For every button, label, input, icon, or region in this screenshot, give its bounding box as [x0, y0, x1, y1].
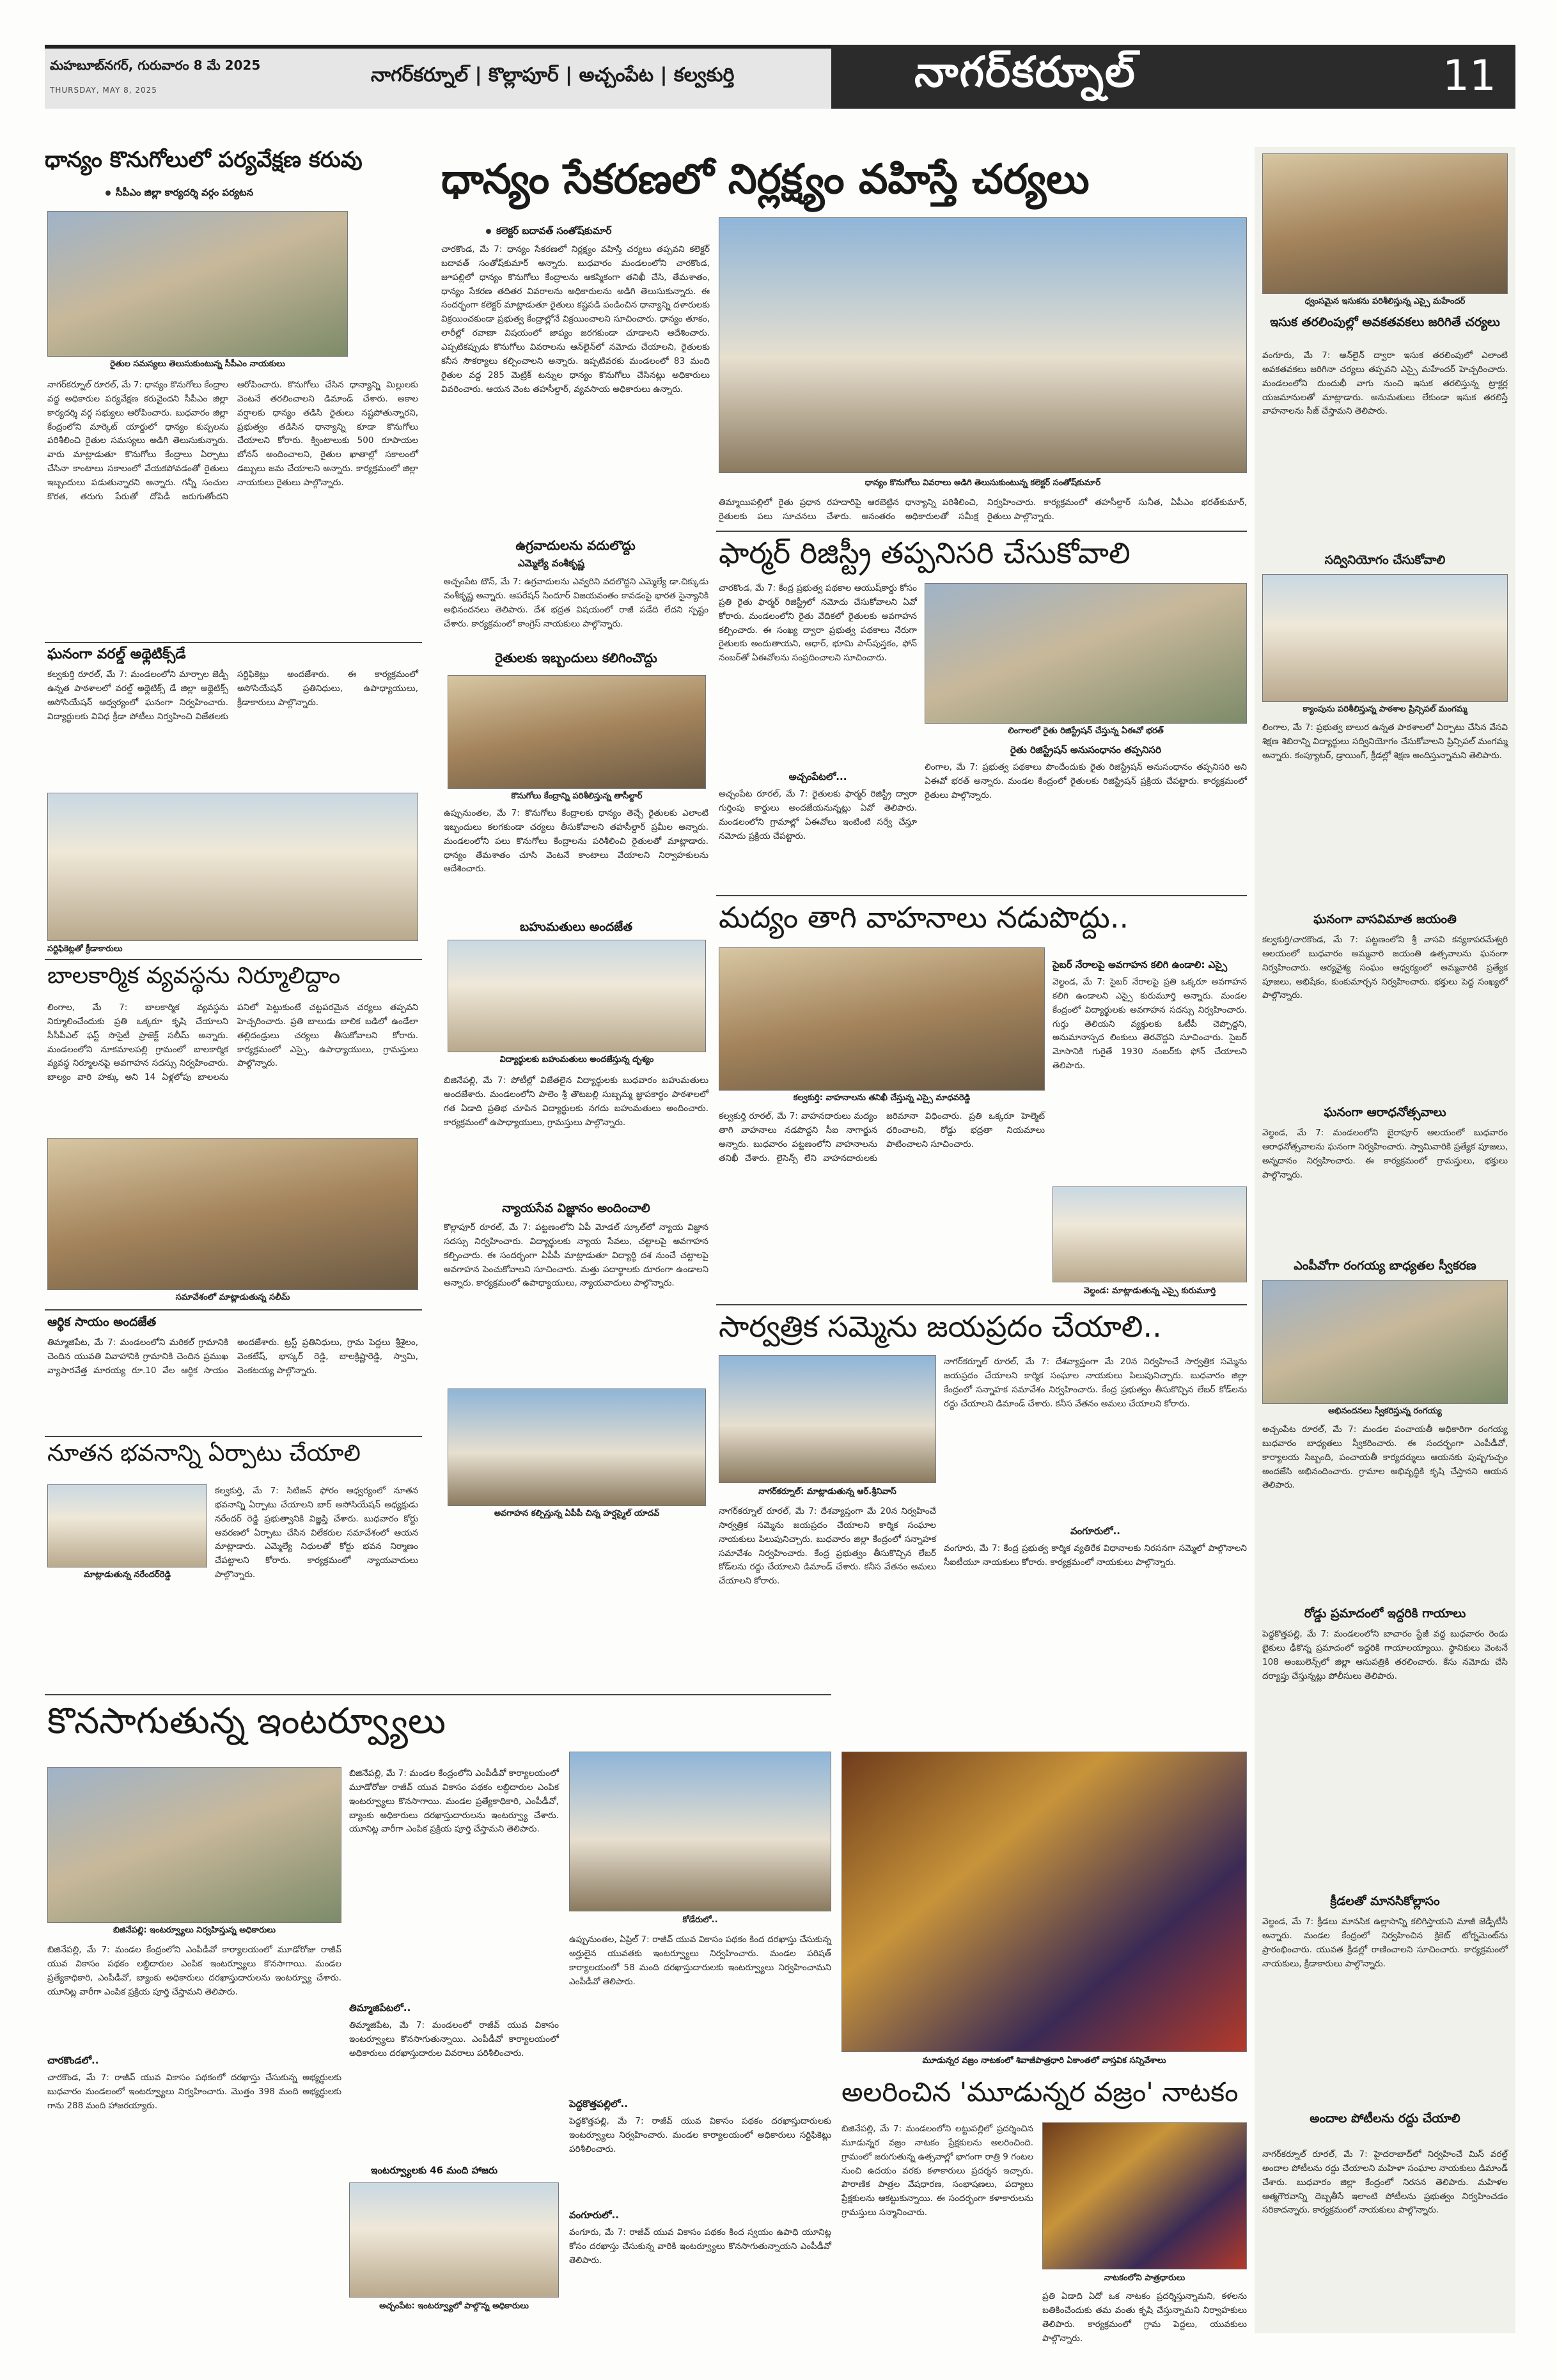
photo-caption: సర్టిఫికెట్లతో క్రీడాకారులు: [47, 944, 123, 954]
article-headline: ఘనంగా ఆరాధనోత్సవాలు: [1324, 1105, 1446, 1119]
article-headline: ఆర్థిక సాయం అందజేత: [47, 1315, 157, 1329]
divider: [716, 1304, 1247, 1305]
divider: [45, 1436, 422, 1437]
article-body: బిజినేపల్లి, మే 7: పోటీల్లో విజేతలైన విద్యార్థులకు బుధవారం బహుమతులు అందజేశారు. మండలంలోని పాలెం శ్రీ తౌటబల్లి సుబ్బమ్మ జ్ఞాపకార్థం పాఠశాలలో గత ఏడాది ప్రతిభ చూపిన విద్యార్థులకు నగదు బహుమతులు అందించారు. కార్యక్రమంలో ఉపాధ్యాయులు, గ్రామస్తులు పాల్గొన్నారు.: [444, 1075, 708, 1128]
article-body: కల్వకుర్తి, మే 7: సిటిజన్ ఫోరం ఆధ్వర్యంలో నూతన భవనాన్ని ఏర్పాటు చేయాలని బార్ అసోసియేషన్ అధ్యక్షుడు నరేందర్ రెడ్డి ప్రభుత్వానికి విజ్ఞప్తి చేశారు. బుధవారం కోర్టు ఆవరణలో ఏర్పాటు చేసిన విలేకరుల సమావేశంలో ఆయన మాట్లాడారు. ఎమ్మెల్యే నిధులతో కోర్టు భవన నిర్మాణం చేపట్టాలని కోరారు. కార్యక్రమంలో న్యాయవాదులు పాల్గొన్నారు.: [215, 1486, 418, 1580]
article-headline: సార్వత్రిక సమ్మెను జయప్రదం చేయాలి..: [719, 1309, 1162, 1344]
article-photo: [448, 675, 706, 789]
photo-caption: నాటకంలోని పాత్రధారులు: [1104, 2273, 1185, 2283]
article-body: చారకొండ, మే 7: రాజీవ్ యువ వికాసం పథకంలో దరఖాస్తు చేసుకున్న అభ్యర్థులకు బుధవారం మండలంలో ఇంటర్వ్యూలు నిర్వహించారు. మొత్తం 398 మంది అభ్యర్థులకు గాను 288 మంది హాజరయ్యారు.: [47, 2073, 341, 2111]
divider: [45, 959, 422, 960]
article-body: లింగాల, మే 7: బాలకార్మిక వ్యవస్థను నిర్మూలించేందుకు ప్రతి ఒక్కరూ కృషి చేయాలని సీసీపీఎల్ ఫస్ట్ సొసైటీ ప్రాజెక్ట్ సలీమ్ అన్నారు. మండలంలోని నూకమాలపల్లి గ్రామంలో బాలకార్మిక వ్యవస్థ నిర్మూలనపై అవగాహన సదస్సు నిర్వహించారు. బాల్యం వారి హక్కు అని 14 ఏళ్లలోపు బాలలను పనిలో పెట్టుకుంటే చట్టపరమైన చర్యలు తప్పవని హెచ్చరించారు. ప్రతి బాలుడు బాలిక బడిలో ఉండేలా తల్లిదండ్రులు చర్యలు తీసుకోవాలని కోరారు. కార్యక్రమంలో ఎస్సై, ఉపాధ్యాయులు, గ్రామస్తులు పాల్గొన్నారు.: [47, 1002, 418, 1083]
masthead-left: [45, 45, 831, 109]
bullet-icon: [106, 191, 111, 196]
article-headline: ఇసుక తరలింపుల్లో అవకతవకలు జరిగితే చర్యలు: [1270, 315, 1500, 329]
article-photo: [448, 1388, 706, 1506]
photo-caption: కోడేరులో..: [682, 1915, 718, 1925]
article-headline: ఘనంగా వాసవిమాత జయంతి: [1313, 912, 1457, 926]
article-body: వెల్దండ, మే 7: సైబర్ నేరాలపై ప్రతి ఒక్కరూ అవగాహన కలిగి ఉండాలని ఎస్సై కురుమూర్తి అన్నారు. మండల కేంద్రంలో విద్యార్థులకు అవగాహన సదస్సు నిర్వహించారు. గుర్తు తెలియని వ్యక్తులకు ఓటీపీ చెప్పొద్దని, అనుమానాస్పద లింకులు తెరవొద్దని సూచించారు. సైబర్ మోసానికి గురైతే 1930 నంబర్‌కు ఫోన్ చేయాలని తెలిపారు.: [1052, 977, 1247, 1071]
article-subheadline: వంగూరులో..: [569, 2209, 619, 2221]
article-body: నాగర్‌కర్నూల్ రూరల్, మే 7: దేశవ్యాప్తంగా మే 20న నిర్వహించే సార్వత్రిక సమ్మెను జయప్రదం చేయాలని కార్మిక సంఘాల నాయకులు పిలుపునిచ్చారు. బుధవారం జిల్లా కేంద్రంలో సన్నాహక సమావేశం నిర్వహించారు. కేంద్ర ప్రభుత్వం తీసుకొచ్చిన లేబర్ కోడ్‌లను రద్దు చేయాలని డిమాండ్ చేశారు. కనీస వేతనం అమలు చేయాలని కోరారు.: [944, 1357, 1247, 1409]
article-photo: [448, 940, 706, 1052]
article-body: లింగాల, మే 7: ప్రభుత్వ పథకాలు పొందేందుకు రైతు రిజిస్ట్రేషన్ అనుసంధానం తప్పనిసరి అని ఏఈవో భరత్ అన్నారు. మండల కేంద్రంలో రైతులకు రిజిస్ట్రేషన్ ప్రక్రియ చేపట్టారు. కార్యక్రమంలో రైతులు పాల్గొన్నారు.: [925, 762, 1247, 800]
photo-caption: సమావేశంలో మాట్లాడుతున్న సలీమ్: [175, 1293, 290, 1302]
district-title: నాగర్‌కర్నూల్: [914, 47, 1136, 97]
edition-towns: నాగర్‌కర్నూల్ | కొల్లాపూర్ | అచ్చంపేట | కల్వకుర్తి: [371, 64, 735, 86]
article-headline: ఫార్మర్ రిజిస్ట్రీ తప్పనిసరి చేసుకోవాలి: [719, 536, 1131, 570]
article-headline: బాలకార్మిక వ్యవస్థను నిర్మూలిద్దాం: [47, 963, 341, 989]
article-body: వెల్దండ, మే 7: మండలంలోని బైరాపూర్ ఆలయంలో బుధవారం ఆరాధనోత్సవాలను ఘనంగా నిర్వహించారు. స్వామివారికి ప్రత్యేక పూజలు, అన్నదానం నిర్వహించారు. ఈ కార్యక్రమంలో గ్రామస్తులు, భక్తులు పాల్గొన్నారు.: [1262, 1128, 1508, 1180]
photo-caption: అభినందనలు స్వీకరిస్తున్న రంగయ్య: [1328, 1406, 1442, 1416]
photo-caption: విద్యార్థులకు బహుమతులు అందజేస్తున్న దృశ్యం: [499, 1055, 654, 1064]
article-photo: [47, 1767, 341, 1923]
divider: [45, 642, 422, 643]
article-body: తిమ్మాజిపేట, మే 7: మండలంలోని మరికల్ గ్రామానికి చెందిన యువతి వివాహానికి గ్రామానికి చెందిన ప్రముఖ వ్యాపారవేత్త మారయ్య రూ.10 వేల ఆర్థిక సాయం అందజేశారు. ట్రస్ట్ ప్రతినిధులు, గ్రామ పెద్దలు శ్రీశైలం, వెంకటేష్, భాస్కర్ రెడ్డి, బాలక్రిష్ణారెడ్డి, స్వామి, వెంకటయ్య పాల్గొన్నారు.: [47, 1337, 418, 1376]
article-photo: [1052, 1186, 1247, 1282]
article-subheadline: సైబర్ నేరాలపై అవగాహన కలిగి ఉండాలి: ఎస్సై: [1052, 959, 1228, 970]
photo-caption: రైతుల సమస్యలు తెలుసుకుంటున్న సీపీఎం నాయకులు: [110, 359, 285, 369]
article-photo: [47, 211, 348, 357]
article-photo: [569, 1752, 831, 1911]
article-headline: కొనసాగుతున్న ఇంటర్వ్యూలు: [47, 1700, 446, 1742]
article-body: పెద్దకొత్తపల్లి, మే 7: మండలంలోని బాచారం స్టేజీ వద్ద బుధవారం రెండు బైకులు ఢీకొన్న ప్రమాదంలో ఇద్దరికి గాయాలయ్యాయి. స్థానికులు వెంటనే 108 అంబులెన్స్‌లో జిల్లా ఆసుపత్రికి తరలించారు. కేసు నమోదు చేసి దర్యాప్తు చేస్తున్నట్లు పోలీసులు తెలిపారు.: [1262, 1629, 1508, 1681]
subheadline-text: సీపీఎం జిల్లా కార్యదర్శి వర్గం పర్యటన: [116, 187, 253, 198]
article-headline: ఘనంగా వరల్డ్ అథ్లెటిక్స్‌డే: [47, 646, 186, 662]
article-body: వంగూరు, మే 7: ఆన్‌లైన్ ద్వారా ఇసుక తరలింపులో ఎలాంటి అవకతవకలు జరిగినా చర్యలు తప్పవని ఎస్సై మహేందర్ హెచ్చరించారు. మండలంలోని దుందుభీ వాగు నుంచి ఇసుక తరలిస్తున్న ట్రాక్టర్ల యజమానులతో మాట్లాడారు. అనుమతులు లేకుండా ఇసుక తరలిస్తే వాహనాలను సీజ్ చేస్తామని తెలిపారు.: [1262, 350, 1508, 417]
article-headline: రోడ్డు ప్రమాదంలో ఇద్దరికి గాయాలు: [1304, 1606, 1466, 1621]
article-subheadline: ఇంటర్వ్యూలకు 46 మంది హాజరు: [371, 2165, 498, 2176]
article-body: కొల్లాపూర్ రూరల్, మే 7: పట్టణంలోని ఏపీ మోడల్ స్కూల్‌లో న్యాయ విజ్ఞాన సదస్సు నిర్వహించారు. విద్యార్థులకు న్యాయ సేవలు, చట్టాలపై అవగాహన కల్పించారు. ఈ సందర్భంగా ఏపీపీ మాట్లాడుతూ విద్యార్థి దశ నుంచే చట్టాలపై అవగాహన పెంచుకోవాలని సూచించారు. మత్తు పదార్థాలకు దూరంగా ఉండాలని అన్నారు. కార్యక్రమంలో ఉపాధ్యాయులు, న్యాయవాదులు పాల్గొన్నారు.: [444, 1222, 708, 1289]
photo-caption: అవగాహన కల్పిస్తున్న ఏపీపీ చిన్న హర్షస్మైల్ యాదవ్: [494, 1509, 660, 1518]
article-body: నాగర్‌కర్నూల్ రూరల్, మే 7: ధాన్యం కొనుగోలు కేంద్రాల వద్ద అధికారుల పర్యవేక్షణ కరువైందని సీపీఎం జిల్లా కార్యదర్శి వర్గ సభ్యులు ఆరోపించారు. బుధవారం జిల్లా కేంద్రంలోని మార్కెట్ యార్డులో ధాన్యం కుప్పలను పరిశీలించి రైతుల సమస్యలు అడిగి తెలుసుకున్నారు. వారు మాట్లాడుతూ కొనుగోలు కేంద్రాలు ఏర్పాటు చేసినా కాంటాలు సకాలంలో వేయకపోవడంతో రైతులు ఇబ్బందులు పడుతున్నారని అన్నారు. గన్నీ సంచుల కొరత, తరుగు పేరుతో దోపిడీ జరుగుతోందని ఆరోపించారు. కొనుగోలు చేసిన ధాన్యాన్ని మిల్లులకు వెంటనే తరలించాలని డిమాండ్ చేశారు. అకాల వర్షాలకు ధాన్యం తడిసి రైతులు నష్టపోతున్నారని, ప్రభుత్వం తడిసిన ధాన్యాన్ని కూడా కొనుగోలు చేయాలని కోరారు. క్వింటాలుకు 500 రూపాయల బోనస్ అందించాలని, రైతుల ఖాతాల్లో సకాలంలో డబ్బులు జమ చేయాలని అన్నారు. కార్యక్రమంలో జిల్లా నాయకులు రైతులు పాల్గొన్నారు.: [47, 380, 418, 502]
article-headline: నూతన భవనాన్ని ఏర్పాటు చేయాలి: [47, 1440, 361, 1466]
article-photo: [47, 793, 418, 941]
article-body: బిజినేపల్లి, మే 7: మండల కేంద్రంలోని ఎంపీడీవో కార్యాలయంలో మూడోరోజు రాజీవ్ యువ వికాసం పథకం లబ్ధిదారుల ఎంపిక ఇంటర్వ్యూలు కొనసాగాయి. మండల ప్రత్యేకాధికారి, ఎంపీడీవో, బ్యాంకు అధికారులు దరఖాస్తుదారులను ఇంటర్వ్యూ చేశారు. యూనిట్ల వారీగా ఎంపిక ప్రక్రియ పూర్తి చేస్తామని తెలిపారు.: [349, 1768, 559, 1835]
page-number: 11: [1443, 51, 1496, 100]
article-body: చారకొండ, మే 7: ధాన్యం సేకరణలో నిర్లక్ష్యం వహిస్తే చర్యలు తప్పవని కలెక్టర్ బదావత్ సంతోష్‌కుమార్ అన్నారు. బుధవారం మండలంలోని చారకొండ, జూపల్లిలో ధాన్యం కొనుగోలు కేంద్రాలను ఆకస్మికంగా తనిఖీ చేసి, తేమశాతం, ధాన్యం సేకరణ తదితర వివరాలను అధికారులను అడిగి తెలుసుకున్నారు. ఈ సందర్భంగా కలెక్టర్ మాట్లాడుతూ రైతులు కష్టపడి పండించిన ధాన్యాన్ని దళారులకు విక్రయించకుండా ప్రభుత్వ కేంద్రాల్లోనే విక్రయించాలని సూచించారు. ధాన్యం తూకం, లారీల్లో రవాణా విషయంలో జాప్యం జరగకుండా చూడాలని ఆదేశించారు. ఎప్పటికప్పుడు కొనుగోలు వివరాలను ఆన్‌లైన్‌లో నమోదు చేయాలని, రైతులకు కనీస సౌకర్యాలు కల్పించాలని అన్నారు. ఇప్పటివరకు మండలంలో 83 మంది రైతుల వద్ద 285 మెట్రిక్ టన్నుల ధాన్యం కొనుగోలు చేసినట్లు అధికారులు వివరించారు. ఆయన వెంట తహసీల్దార్, వ్యవసాయ అధికారులు ఉన్నారు.: [441, 244, 710, 394]
article-photo: [1042, 2122, 1247, 2269]
photo-caption: ధాన్యం కొనుగోలు వివరాలు అడిగి తెలుసుకుంటున్న కలెక్టర్ సంతోష్‌కుమార్: [865, 478, 1101, 488]
article-photo: [719, 217, 1247, 473]
article-headline: క్రీడలతో మానసికోల్లాసం: [1330, 1894, 1440, 1908]
article-body: లింగాల, మే 7: ప్రభుత్వ బాలుర ఉన్నత పాఠశాలలో ఏర్పాటు చేసిన వేసవి శిక్షణ శిబిరాన్ని విద్యార్థులు సద్వినియోగం చేసుకోవాలని ప్రిన్సిపల్ మంగమ్మ అన్నారు. కంప్యూటర్, డ్రాయింగ్, క్రీడల్లో శిక్షణ అందిస్తున్నామని తెలిపారు.: [1262, 722, 1508, 761]
article-body: వెల్దండ, మే 7: క్రీడలు మానసిక ఉల్లాసాన్ని కలిగిస్తాయని మాజీ జెడ్పీటీసీ అన్నారు. మండల కేంద్రంలో నిర్వహించిన క్రికెట్ టోర్నమెంట్‌ను ప్రారంభించారు. యువత క్రీడల్లో రాణించాలని సూచించారు. కార్యక్రమంలో నాయకులు, క్రీడాకారులు పాల్గొన్నారు.: [1262, 1917, 1508, 1969]
article-subheadline: రైతు రిజిస్ట్రేషన్ అనుసంధానం తప్పనిసరి: [1010, 744, 1161, 756]
article-headline: ధాన్యం సేకరణలో నిర్లక్ష్యం వహిస్తే చర్యలు: [441, 156, 1090, 203]
article-body: పెద్దకొత్తపల్లి, మే 7: రాజీవ్ యువ వికాసం పథకం దరఖాస్తుదారులకు ఇంటర్వ్యూలు నిర్వహించారు. మండల కార్యాలయంలో అధికారులు సర్టిఫికెట్లు పరిశీలించారు.: [569, 2116, 831, 2154]
article-body: వంగూరు, మే 7: కేంద్ర ప్రభుత్వ కార్మిక వ్యతిరేక విధానాలకు నిరసనగా సమ్మెలో పాల్గొనాలని సీఐటీయూ నాయకులు కోరారు. కార్యక్రమంలో నాయకులు పాల్గొన్నారు.: [944, 1543, 1247, 1567]
masthead: [45, 45, 1515, 109]
article-headline: న్యాయసేవ విజ్ఞానం అందించాలి: [502, 1201, 650, 1215]
article-photo: [719, 1355, 936, 1483]
article-body: బిజినేపల్లి, మే 7: మండలంలోని లట్టుపల్లిలో ప్రదర్శించిన మూడున్నర వజ్రం నాటకం ప్రేక్షకులను అలరించింది. గ్రామంలో జరుగుతున్న ఉత్సవాల్లో భాగంగా రాత్రి 9 గంటల నుంచి ఉదయం వరకు కళాకారులు ప్రదర్శన ఇచ్చారు. పౌరాణిక పాత్రల వేషధారణ, సంభాషణలు, పద్యాలు ప్రేక్షకులను ఆకట్టుకున్నాయి. ఈ సందర్భంగా కళాకారులను గ్రామస్తులు సన్మానించారు.: [841, 2124, 1033, 2218]
edition-date-english: THURSDAY, MAY 8, 2025: [50, 86, 157, 95]
article-headline: ఉగ్రవాదులను వదులొద్దు: [515, 538, 636, 553]
article-headline: ధాన్యం కొనుగోలులో పర్యవేక్షణ కరువు: [45, 147, 363, 173]
edition-date: మహబూబ్‌నగర్, గురువారం 8 మే 2025: [50, 58, 261, 73]
article-headline: సద్వినియోగం చేసుకోవాలి: [1324, 553, 1446, 567]
bullet-icon: [486, 229, 491, 234]
article-photo: [925, 583, 1247, 724]
photo-caption: కల్వకుర్తి: వాహనాలను తనిఖీ చేస్తున్న ఎస్సై మాధవరెడ్డి: [793, 1093, 971, 1103]
article-photo: [349, 2182, 559, 2298]
photo-caption: లింగాలలో రైతు రిజిస్ట్రేషన్ చేస్తున్న ఏఈవో భరత్: [1008, 726, 1164, 736]
article-subheadline: [106, 187, 412, 201]
masthead-right: [831, 45, 1515, 109]
photo-caption: కొనుగోలు కేంద్రాన్ని పరిశీలిస్తున్న తాసీల్దార్: [511, 791, 643, 801]
divider: [45, 1694, 831, 1695]
article-subheadline: ఎమ్మెల్యే వంశీకృష్ణ: [518, 557, 584, 569]
article-body: కల్వకుర్తి/చారకొండ, మే 7: పట్టణంలోని శ్రీ వాసవి కన్యకాపరమేశ్వరి ఆలయంలో బుధవారం అమ్మవారి జయంతి ఉత్సవాలను ఘనంగా నిర్వహించారు. ఆర్యవైశ్య సంఘం ఆధ్వర్యంలో అమ్మవారికి ప్రత్యేక పూజలు, అభిషేకం, కుంకుమార్చన నిర్వహించారు. భక్తులు పెద్ద సంఖ్యలో పాల్గొన్నారు.: [1262, 935, 1508, 1001]
article-subheadline: వంగూరులో..: [1070, 1525, 1120, 1537]
article-photo: [47, 1138, 418, 1290]
article-subheadline: తిమ్మాజిపేటలో..: [349, 2002, 411, 2014]
article-subheadline: అచ్చంపేటలో...: [788, 771, 847, 782]
article-body: నాగర్‌కర్నూల్ రూరల్, మే 7: దేశవ్యాప్తంగా మే 20న నిర్వహించే సార్వత్రిక సమ్మెను జయప్రదం చేయాలని కార్మిక సంఘాల నాయకులు పిలుపునిచ్చారు. బుధవారం జిల్లా కేంద్రంలో సన్నాహక సమావేశం నిర్వహించారు. కేంద్ర ప్రభుత్వం తీసుకొచ్చిన లేబర్ కోడ్‌లను రద్దు చేయాలని డిమాండ్ చేశారు. కనీస వేతనం అమలు చేయాలని కోరారు.: [719, 1506, 936, 1587]
photo-caption: క్యాంపును పరిశీలిస్తున్న పాఠశాల ప్రిన్సిపల్ మంగమ్మ: [1303, 704, 1467, 714]
article-body: కల్వకుర్తి రూరల్, మే 7: వాహనదారులు మద్యం తాగి వాహనాలు నడపొద్దని సీఐ నాగార్జున అన్నారు. బుధవారం పట్టణంలోని వాహనాలను తనిఖీ చేశారు. లైసెన్స్ లేని వాహనదారులకు జరిమానా విధించారు. ప్రతి ఒక్కరూ హెల్మెట్ ధరించాలని, రోడ్డు భద్రతా నియమాలు పాటించాలని సూచించారు.: [719, 1111, 1045, 1163]
article-body: ఉప్పునుంతల, ఏప్రిల్ 7: రాజీవ్ యువ వికాసం పథకం కింద దరఖాస్తు చేసుకున్న అర్హులైన యువతకు ఇంటర్వ్యూలు నిర్వహించారు. మండల పరిషత్ కార్యాలయంలో 58 మంది దరఖాస్తుదారులకు ఇంటర్వ్యూలు నిర్వహించామని ఎంపీడీవో తెలిపారు.: [569, 1934, 831, 1987]
article-photo: [841, 1752, 1247, 2052]
article-headline: బహుమతులు అందజేత: [520, 920, 632, 934]
article-body: నాగర్‌కర్నూల్ రూరల్, మే 7: హైదరాబాద్‌లో నిర్వహించే మిస్ వరల్డ్ అందాల పోటీలను రద్దు చేయాలని మహిళా సంఘాల నాయకులు డిమాండ్ చేశారు. బుధవారం జిల్లా కేంద్రంలో నిరసన తెలిపారు. మహిళల ఆత్మగౌరవాన్ని దెబ్బతీసే ఇలాంటి పోటీలను ప్రభుత్వం నిర్వహించడం సరికాదన్నారు. కార్యక్రమంలో నాయకులు పాల్గొన్నారు.: [1262, 2149, 1508, 2216]
photo-caption: ధ్వంసమైన ఇసుకను పరిశీలిస్తున్న ఎస్సై మహేందర్: [1304, 297, 1466, 306]
subheadline-text: కలెక్టర్ బదావత్ సంతోష్‌కుమార్: [496, 225, 612, 237]
article-body: అచ్చంపేట రూరల్, మే 7: రైతులకు ఫార్మర్ రిజిస్ట్రీ ద్వారా గుర్తింపు కార్డులు అందజేయనున్నట్లు ఏవో తెలిపారు. మండలంలోని గ్రామాల్లో ఏఈవోలు ఇంటింటి సర్వే చేస్తూ నమోదు ప్రక్రియ చేపట్టారు.: [719, 789, 917, 841]
article-subheadline: పెద్దకొత్తపల్లిలో..: [569, 2098, 628, 2110]
article-photo: [719, 947, 1045, 1091]
photo-caption: మూడున్నర వజ్రం నాటకంలో శివాజీపాత్రధారి ఏకాంతలో వాస్తవిక సన్నివేశాలు: [922, 2056, 1166, 2065]
article-body: వంగూరు, మే 7: రాజీవ్ యువ వికాసం పథకం కింద స్వయం ఉపాధి యూనిట్ల కోసం దరఖాస్తు చేసుకున్న వారికి ఇంటర్వ్యూలు కొనసాగుతున్నాయని ఎంపీడీవో తెలిపారు.: [569, 2227, 831, 2266]
article-body: ఉప్పునుంతల, మే 7: కొనుగోలు కేంద్రాలకు ధాన్యం తెచ్చే రైతులకు ఎలాంటి ఇబ్బందులు కలగకుండా చర్యలు తీసుకోవాలని తహసీల్దార్ ప్రమీల అన్నారు. మండలంలోని పలు కొనుగోలు కేంద్రాలను పరిశీలించి రైతులతో మాట్లాడారు. ధాన్యం తేమశాతం చూసి వెంటనే కాంటాలు వేయాలని నిర్వాహకులను ఆదేశించారు.: [444, 808, 708, 875]
photo-caption: అచ్చంపేట: ఇంటర్వ్యూలో పాల్గొన్న అధికారులు: [379, 2301, 529, 2311]
article-headline: ఎంపీవోగా రంగయ్య బాధ్యతల స్వీకరణ: [1294, 1259, 1476, 1273]
article-photo: [1262, 1280, 1508, 1404]
article-photo: [47, 1484, 207, 1567]
article-body: చారకొండ, మే 7: కేంద్ర ప్రభుత్వ పథకాల ఆయుష్‌కార్డు కోసం ప్రతి రైతు ఫార్మర్ రిజిస్ట్రీలో నమోదు చేసుకోవాలని ఏవో కోరారు. మండలంలోని రైతు వేదికలో రైతులకు అవగాహన కల్పించారు. ఈ సంఖ్య ద్వారా ప్రభుత్వ పథకాలు నేరుగా రైతులకు అందుతాయని, ఆధార్, భూమి పాస్‌పుస్తకం, ఫోన్ నంబర్‌తో ఏఈవోలను సంప్రదించాలని సూచించారు.: [719, 583, 917, 664]
divider: [45, 1309, 422, 1311]
photo-caption: బిజినేపల్లి: ఇంటర్వ్యూలు నిర్వహిస్తున్న అధికారులు: [113, 1925, 276, 1935]
article-body: బిజినేపల్లి, మే 7: మండల కేంద్రంలోని ఎంపీడీవో కార్యాలయంలో మూడోరోజు రాజీవ్ యువ వికాసం పథకం లబ్ధిదారుల ఎంపిక ఇంటర్వ్యూలు కొనసాగాయి. మండల ప్రత్యేకాధికారి, ఎంపీడీవో, బ్యాంకు అధికారులు దరఖాస్తుదారులను ఇంటర్వ్యూ చేశారు. యూనిట్ల వారీగా ఎంపిక ప్రక్రియ పూర్తి చేస్తామని తెలిపారు.: [47, 1945, 341, 1997]
article-headline: అలరించిన 'మూడున్నర వజ్రం' నాటకం: [841, 2076, 1239, 2108]
article-subheadline: [486, 225, 716, 239]
article-headline: అందాల పోటీలను రద్దు చేయాలి: [1310, 2112, 1460, 2126]
article-body: అచ్చంపేట టౌన్, మే 7: ఉగ్రవాదులను ఎవ్వరిని వదలొద్దని ఎమ్మెల్యే డా.చిక్కుడు వంశీకృష్ణ అన్నారు. ఆపరేషన్ సిందూర్ విజయవంతం కావడంపై భారత సైన్యానికి అభినందనలు తెలిపారు. దేశ భద్రత విషయంలో రాజీ పడేది లేదని స్పష్టం చేశారు. కార్యక్రమంలో కాంగ్రెస్ నాయకులు పాల్గొన్నారు.: [444, 577, 708, 629]
article-photo: [1262, 153, 1508, 294]
article-body: తిమ్మాజిపేట, మే 7: మండలంలో రాజీవ్ యువ వికాసం ఇంటర్వ్యూలు కొనసాగుతున్నాయి. ఎంపీడీవో కార్యాలయంలో అధికారులు దరఖాస్తుదారుల వివరాలు పరిశీలించారు.: [349, 2020, 559, 2058]
article-body: ప్రతి ఏడాది ఏదో ఒక నాటకం ప్రదర్శిస్తున్నామని, కళలను బతికించేందుకు తమ వంతు కృషి చేస్తున్నామని నిర్వాహకులు తెలిపారు. కార్యక్రమంలో గ్రామ పెద్దలు, యువకులు పాల్గొన్నారు.: [1042, 2291, 1247, 2344]
photo-caption: వెల్దండ: మాట్లాడుతున్న ఎస్సై కురుమూర్తి: [1083, 1286, 1216, 1296]
divider: [716, 895, 1247, 896]
photo-caption: మాట్లాడుతున్న నరేందర్‌రెడ్డి: [83, 1570, 171, 1580]
article-photo: [1262, 574, 1508, 702]
divider: [716, 531, 1247, 532]
article-body: అచ్చంపేట రూరల్, మే 7: మండల పంచాయతీ అధికారిగా రంగయ్య బుధవారం బాధ్యతలు స్వీకరించారు. ఈ సందర్భంగా ఎంపీడీవో, కార్యాలయ సిబ్బంది, పంచాయతీ కార్యదర్శులు ఆయనకు పుష్పగుచ్ఛం అందజేసి అభినందించారు. గ్రామాల అభివృద్ధికి కృషి చేస్తానని ఆయన తెలిపారు.: [1262, 1424, 1508, 1491]
article-subheadline: చారకొండలో..: [47, 2055, 99, 2066]
article-headline: రైతులకు ఇబ్బందులు కలిగించొద్దు: [495, 650, 657, 665]
article-headline: మద్యం తాగి వాహనాలు నడుపొద్దు..: [719, 900, 1129, 935]
article-body-continued: తిమ్మాయిపల్లిలో రైతు ప్రధాన రహదారిపై ఆరబెట్టిన ధాన్యాన్ని పరిశీలించి, రైతులకు పలు సూచనలు చేశారు. అనంతరం అధికారులతో సమీక్ష నిర్వహించారు. కార్యక్రమంలో తహసీల్దార్ సునీత, ఏపీఎం భరత్‌కుమార్, రైతులు పాల్గొన్నారు.: [719, 497, 1247, 522]
photo-caption: నాగర్‌కర్నూల్: మాట్లాడుతున్న ఆర్.శ్రీనివాస్: [758, 1487, 896, 1497]
article-body: కల్వకుర్తి రూరల్, మే 7: మండలంలోని మార్చాల జెడ్పీ ఉన్నత పాఠశాలలో వరల్డ్ అథ్లెటిక్స్ డే జిల్లా అథ్లెటిక్స్ అసోసియేషన్ ఆధ్వర్యంలో ఘనంగా నిర్వహించారు. విద్యార్థులకు వివిధ క్రీడా పోటీలు నిర్వహించి విజేతలకు సర్టిఫికెట్లు అందజేశారు. ఈ కార్యక్రమంలో అసోసియేషన్ ప్రతినిధులు, ఉపాధ్యాయులు, క్రీడాకారులు పాల్గొన్నారు.: [47, 669, 418, 722]
